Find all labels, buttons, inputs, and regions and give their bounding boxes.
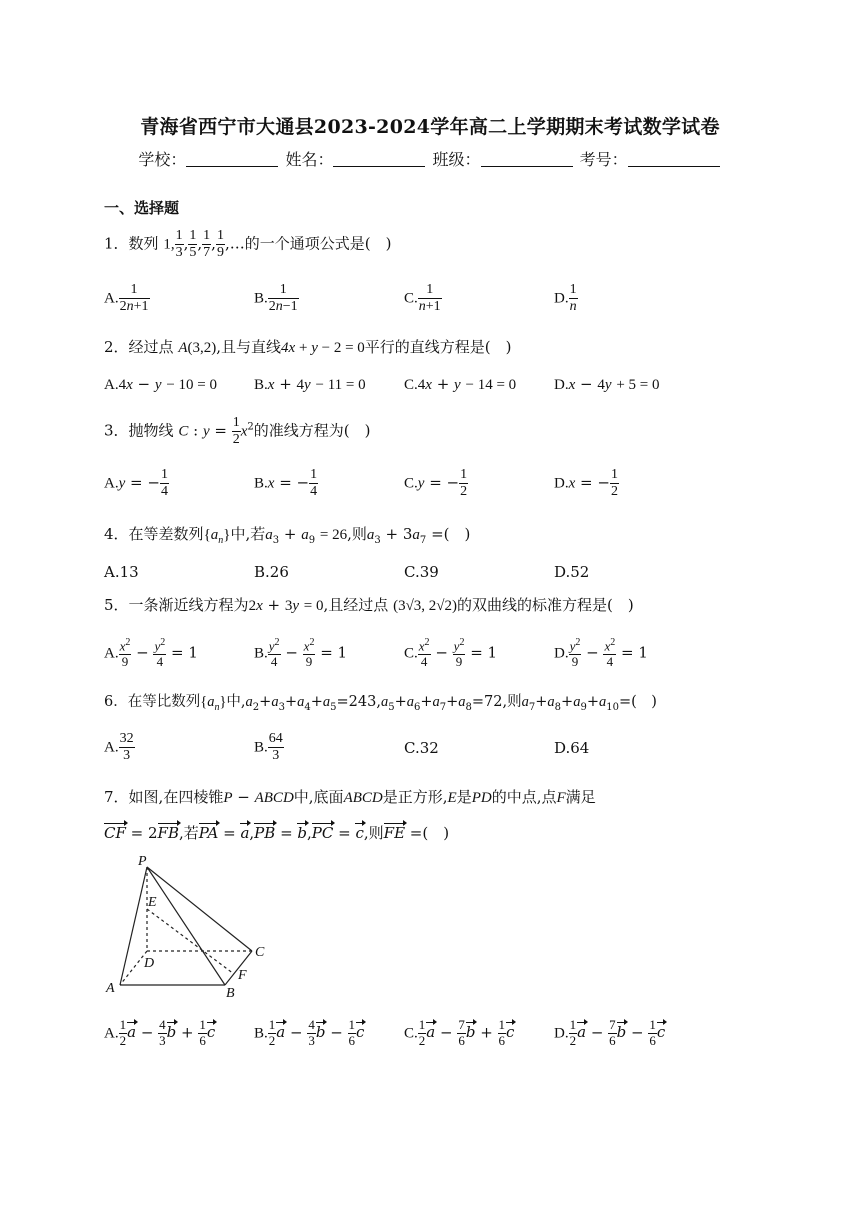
label-B: B (226, 986, 235, 1000)
q1-option-d[interactable]: D. $\frac{1}{n}$ (554, 282, 577, 315)
label-E: E (148, 895, 157, 910)
question-4: 4．在等差数列$\{a_n\}$中,若$a_3 + a_9 = 26$,则$a_3 + 3a_7$ =( ) (104, 525, 471, 546)
q1-option-c[interactable]: C. $\frac{1}{n+1}$ (404, 282, 441, 315)
question-7-line-1: 7．如图,在四棱锥P − ABCD中,底面ABCD是正方形,E是PD的中点,点F满足 (104, 788, 596, 806)
q5-option-c[interactable]: C. $\frac{x^2}{4}$ − $\frac{y^2}{9}$ = 1 (404, 637, 498, 670)
student-info-line (0, 147, 860, 170)
exam-number-label: 考号： (579, 150, 628, 169)
q2-option-b[interactable]: B.x + 4y − 11 = 0 (254, 375, 366, 393)
question-3: 3．抛物线 C : y = $\frac{1}{2}$ $x^2$的准线方程为( ) (104, 415, 371, 448)
question-7-line-2: CF = 2FB,若PA = a,PB = b,PC = c,则FE =( ) (104, 824, 450, 842)
q6-option-d[interactable]: D.64 (554, 739, 590, 757)
q6-option-a[interactable]: A. $\frac{32}{3}$ (104, 731, 134, 764)
school-label: 学校： (138, 150, 187, 169)
q3-option-b[interactable]: B.x = − $\frac{1}{4}$ (254, 467, 318, 500)
q2-option-d[interactable]: D.x − 4y + 5 = 0 (554, 375, 660, 393)
class-blank[interactable] (481, 152, 573, 167)
exam-number-blank[interactable] (628, 152, 720, 167)
section-heading: 一、选择题 (104, 199, 180, 217)
q5-option-a[interactable]: A. $\frac{x^2}{9}$ − $\frac{y^2}{4}$ = 1 (104, 637, 198, 670)
q4-option-a[interactable]: A.13 (104, 563, 139, 581)
q2-option-a[interactable]: A.4x − y − 10 = 0 (104, 375, 217, 393)
label-C: C (255, 945, 265, 960)
pyramid-figure (100, 850, 280, 1000)
q1-option-b[interactable]: B. $\frac{1}{2n-1}$ (254, 282, 298, 315)
label-A: A (106, 981, 115, 996)
question-5: 5．一条渐近线方程为2x + 3y = 0,且经过点 (3√3, 2√2)的双曲线的标准方程是( ) (104, 596, 634, 614)
q6-option-c[interactable]: C.32 (404, 739, 439, 757)
page-title: 青海省西宁市大通县2023-2024学年高二上学期期末考试数学试卷 (140, 116, 720, 138)
q4-option-d[interactable]: D.52 (554, 563, 590, 581)
name-label: 姓名： (285, 150, 334, 169)
q4-option-b[interactable]: B.26 (254, 563, 289, 581)
q4-option-c[interactable]: C.39 (404, 563, 439, 581)
question-6: 6．在等比数列$\{a_n\}$中$,a_2+a_3+a_4+a_5=243,a_5+a_6+a_7+a_8=72$,则$a_7+a_8+a_9+a_{10}=$( ) (104, 694, 657, 713)
q6-option-b[interactable]: B. $\frac{64}{3}$ (254, 731, 283, 764)
q3-option-a[interactable]: A.y = − $\frac{1}{4}$ (104, 467, 168, 500)
question-1: 1．数列 1, $\frac{1}{3}$ , $\frac{1}{5}$ , $\frac{1}{7}$ , $\frac{1}{9}$ ,…的一个通项公式是( ) (104, 228, 392, 261)
school-blank[interactable] (186, 152, 278, 167)
q7-option-a[interactable]: A. $\frac{1}{2}$ a − $\frac{4}{3}$ b + $\frac{1}{6}$ c (104, 1017, 216, 1048)
q1-option-a[interactable]: A. $\frac{1}{2n+1}$ (104, 282, 149, 315)
q3-option-c[interactable]: C.y = − $\frac{1}{2}$ (404, 467, 468, 500)
q2-option-c[interactable]: C.4x + y − 14 = 0 (404, 375, 517, 393)
q5-option-b[interactable]: B. $\frac{y^2}{4}$ − $\frac{x^2}{9}$ = 1 (254, 637, 348, 670)
label-P: P (138, 854, 147, 869)
class-label: 班级： (432, 150, 481, 169)
q7-option-c[interactable]: C. $\frac{1}{2}$ a − $\frac{7}{6}$ b + $\frac{1}{6}$ c (404, 1017, 515, 1048)
q7-option-b[interactable]: B. $\frac{1}{2}$ a − $\frac{4}{3}$ b − $\frac{1}{6}$ c (254, 1017, 365, 1048)
label-D: D (144, 956, 155, 971)
name-blank[interactable] (333, 152, 425, 167)
label-F: F (238, 968, 247, 983)
q7-option-d[interactable]: D. $\frac{1}{2}$ a − $\frac{7}{6}$ b − $\frac{1}{6}$ c (554, 1017, 666, 1048)
q3-option-d[interactable]: D.x = − $\frac{1}{2}$ (554, 467, 618, 500)
question-2: 2．经过点 A(3,2),且与直线4x + y − 2 = 0平行的直线方程是( ) (104, 338, 512, 356)
q5-option-d[interactable]: D. $\frac{y^2}{9}$ − $\frac{x^2}{4}$ = 1 (554, 637, 648, 670)
